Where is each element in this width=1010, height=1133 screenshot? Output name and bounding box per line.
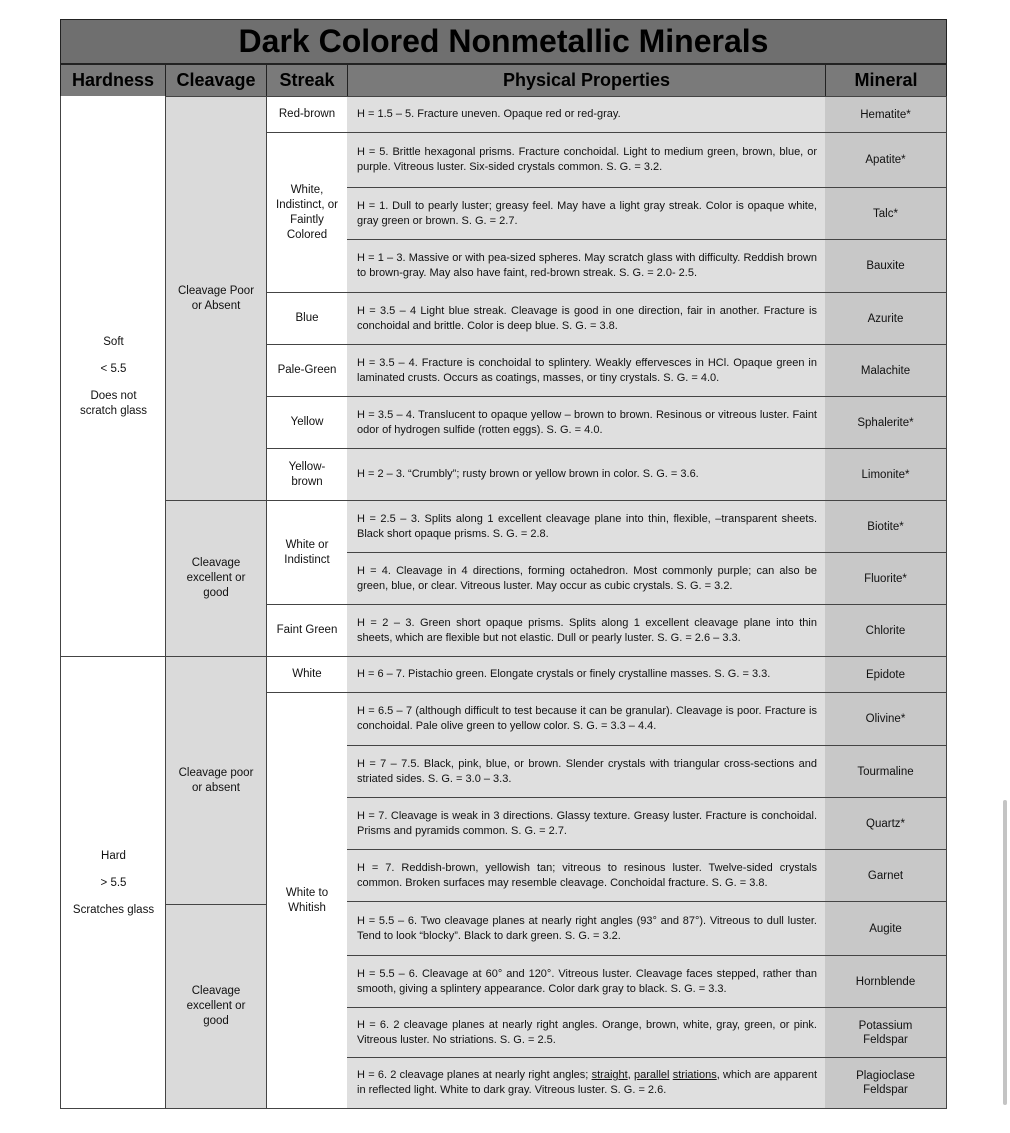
header-mineral: Mineral <box>825 64 947 97</box>
cleavage-label: Cleavage poor or absent <box>178 766 254 794</box>
properties-text: H = 2.5 – 3. Splits along 1 excellent cleavage plane into thin, flexible, –transparent sheets. Black short opaque prisms. S. G. = 2.8. <box>357 512 817 540</box>
mineral-name: Biotite* <box>867 520 904 533</box>
row-properties <box>347 396 826 449</box>
properties-text: H = 6 – 7. Pistachio green. Elongate crystals or finely crystalline masses. S. G. = 3.3. <box>357 668 771 680</box>
hardness-soft <box>60 96 166 657</box>
streak-cell <box>266 292 348 345</box>
row-properties <box>347 448 826 501</box>
properties-text-part: , which are apparent in reflected light. White to dark gray. Vitreous luster. S. G. = 2.6. <box>357 1069 817 1096</box>
streak-label: White or Indistinct <box>284 538 330 566</box>
cleavage-label: Cleavage excellent or good <box>186 985 246 1027</box>
cleavage-group <box>165 96 267 501</box>
row-mineral <box>825 187 947 240</box>
streak-label: Red-brown <box>278 108 336 120</box>
mineral-name: Apatite* <box>865 154 906 166</box>
row-mineral <box>825 955 947 1008</box>
properties-text <box>357 1068 817 1098</box>
streak-cell <box>266 448 348 501</box>
table-title: Dark Colored Nonmetallic Minerals <box>60 19 947 64</box>
streak-cell <box>266 132 348 293</box>
row-mineral <box>825 1007 947 1058</box>
mineral-name: Bauxite <box>866 260 905 272</box>
mineral-name: Azurite <box>867 312 904 325</box>
mineral-name: Talc* <box>873 207 898 220</box>
mineral-name: Limonite* <box>861 468 910 481</box>
header-streak: Streak <box>266 64 348 97</box>
row-properties <box>347 187 826 240</box>
properties-text: H = 3.5 – 4 Light blue streak. Cleavage is good in one direction, fair in another. Fracture is conchoidal and brittle. Color is deep blue. S. G. = 3.8. <box>357 304 817 332</box>
properties-text: H = 5.5 – 6. Cleavage at 60° and 120°. Vitreous luster. Cleavage faces stepped, rather than smooth, giving a splintery appearance. Color dark gray to black. S. G. = 3.3. <box>357 967 817 995</box>
properties-text: H = 6. 2 cleavage planes at nearly right angles. Orange, brown, white, gray, green, or pink. Vitreous luster. No striations. S. G. = 2.5. <box>357 1018 817 1046</box>
streak-cell <box>266 96 348 133</box>
underlined-word: striations <box>672 1069 717 1081</box>
properties-text: H = 1 – 3. Massive or with pea-sized spheres. May scratch glass with difficulty. Reddish brown to brown-gray. May also have faint, red-brown streak. S. G. = 2.0- 2.5. <box>357 252 817 279</box>
mineral-name: Hematite* <box>860 108 911 121</box>
properties-text: H = 5. Brittle hexagonal prisms. Fracture conchoidal. Light to medium green, brown, blue, or purple. Vitreous luster. Six-sided crystals common. S. G. = 3.2. <box>357 146 817 173</box>
row-mineral <box>825 292 947 345</box>
streak-label: Yellow-brown <box>288 460 326 488</box>
streak-cell <box>266 656 348 693</box>
row-mineral <box>825 552 947 605</box>
mineral-name: Augite <box>869 922 902 935</box>
cleavage-group <box>165 656 267 905</box>
mineral-name: Hornblende <box>855 975 916 988</box>
mineral-name: Epidote <box>865 668 905 681</box>
row-properties <box>347 604 826 657</box>
mineral-name: Malachite <box>860 364 911 377</box>
row-properties <box>347 292 826 345</box>
mineral-name: Plagioclase Feldspar <box>856 1070 915 1096</box>
properties-text-part: H = 6. 2 cleavage planes at nearly right angles; <box>357 1069 592 1081</box>
streak-cell <box>266 692 348 1109</box>
hardness-hard-value: > 5.5 <box>100 876 127 889</box>
hardness-hard-label: Hard <box>101 849 126 862</box>
properties-text: H = 6.5 – 7 (although difficult to test because it can be granular). Cleavage is poor. Fracture is conchoidal. Pale olive green to yellow color. S. G. = 3.3 – 4.4. <box>357 705 817 732</box>
row-mineral <box>825 656 947 693</box>
row-mineral <box>825 500 947 553</box>
streak-cell <box>266 344 348 397</box>
cleavage-group <box>165 904 267 1109</box>
hardness-soft-value: < 5.5 <box>100 362 127 375</box>
header-hardness: Hardness <box>60 64 166 97</box>
row-mineral <box>825 396 947 449</box>
row-mineral <box>825 344 947 397</box>
row-properties <box>347 500 826 553</box>
properties-text: H = 7. Cleavage is weak in 3 directions. Glassy texture. Greasy luster. Fracture is conchoidal. Prisms and pyramids common. S. G. = 2.7. <box>357 809 817 837</box>
row-properties <box>347 849 826 902</box>
streak-label: Pale-Green <box>277 364 337 376</box>
row-properties <box>347 1007 826 1058</box>
streak-label: White, Indistinct, or Faintly Colored <box>276 183 338 241</box>
row-mineral <box>825 604 947 657</box>
properties-text: H = 2 – 3. “Crumbly”; rusty brown or yellow brown in color. S. G. = 3.6. <box>357 468 699 480</box>
mineral-name: Olivine* <box>865 713 906 725</box>
hardness-bottom-border <box>60 1108 166 1109</box>
hardness-soft-label: Soft <box>103 335 124 348</box>
properties-text: H = 7. Reddish-brown, yellowish tan; vitreous to resinous luster. Twelve-sided crystals common. Broken surfaces may resemble cleavage. Conchoidal fracture. S. G. = 3.8. <box>357 861 817 889</box>
properties-text: H = 2 – 3. Green short opaque prisms. Splits along 1 excellent cleavage plane into thin sheets, which are flexible but not elastic. Dull or pearly luster. S. G. = 2.6 – 3.3. <box>357 616 817 644</box>
row-properties <box>347 656 826 693</box>
row-mineral <box>825 692 947 746</box>
row-mineral <box>825 239 947 293</box>
row-properties <box>347 901 826 956</box>
vertical-scrollbar[interactable] <box>1003 800 1007 1105</box>
properties-text: H = 5.5 – 6. Two cleavage planes at nearly right angles (93° and 87°). Vitreous to dull luster. Tend to look “blocky”. Black to dark green. S. G. = 3.2. <box>357 914 817 942</box>
streak-label: White <box>292 668 322 680</box>
streak-cell <box>266 604 348 657</box>
mineral-name: Tourmaline <box>857 765 914 778</box>
row-properties <box>347 797 826 850</box>
cleavage-label: Cleavage excellent or good <box>186 557 246 599</box>
row-mineral <box>825 96 947 133</box>
properties-text: H = 3.5 – 4. Translucent to opaque yellow – brown to brown. Resinous or vitreous luster. Faint odor of hydrogen sulfide (rotten eggs). S. G. = 4.0. <box>357 408 817 436</box>
underlined-word: parallel <box>634 1069 670 1081</box>
row-properties <box>347 692 826 746</box>
hardness-hard-note: Scratches glass <box>72 903 155 916</box>
streak-label: Faint Green <box>276 624 338 636</box>
header-cleavage: Cleavage <box>165 64 267 97</box>
row-mineral <box>825 1057 947 1109</box>
row-mineral <box>825 448 947 501</box>
streak-label: Blue <box>295 312 319 324</box>
row-properties <box>347 239 826 293</box>
cleavage-label: Cleavage Poor or Absent <box>177 284 255 312</box>
streak-cell <box>266 396 348 449</box>
mineral-name: Chlorite <box>865 624 906 637</box>
hardness-hard <box>60 657 166 1109</box>
underlined-word: straight <box>591 1069 628 1081</box>
row-mineral <box>825 901 947 956</box>
properties-text: H = 3.5 – 4. Fracture is conchoidal to splintery. Weakly effervesces in HCl. Opaque green in laminated crusts. Occurs as coatings, masses, or tiny crystals. S. G. = 4.0. <box>357 356 817 384</box>
row-properties <box>347 1057 826 1109</box>
row-properties <box>347 96 826 133</box>
row-mineral <box>825 132 947 188</box>
row-properties <box>347 132 826 188</box>
row-properties <box>347 955 826 1008</box>
properties-text: H = 4. Cleavage in 4 directions, forming octahedron. Most commonly purple; can also be green, blue, or clear. Vitreous luster. May occur as cubic crystals. S. G. = 3.2. <box>357 564 817 592</box>
properties-text: H = 1. Dull to pearly luster; greasy feel. May have a light gray streak. Color is opaque white, gray green or brown. S. G. = 2.7. <box>357 199 817 227</box>
mineral-name: Fluorite* <box>864 572 907 585</box>
row-mineral <box>825 849 947 902</box>
row-properties <box>347 745 826 798</box>
separator: , <box>627 1069 634 1081</box>
row-mineral <box>825 797 947 850</box>
row-properties <box>347 344 826 397</box>
streak-cell <box>266 500 348 605</box>
streak-label: Yellow <box>290 416 324 428</box>
mineral-name: Sphalerite* <box>857 416 914 429</box>
mineral-name: Quartz* <box>866 817 905 830</box>
hardness-soft-note: Does not scratch glass <box>79 389 148 417</box>
streak-label: White to Whitish <box>285 886 329 914</box>
cleavage-group <box>165 500 267 657</box>
header-physical-properties: Physical Properties <box>347 64 826 97</box>
properties-text: H = 7 – 7.5. Black, pink, blue, or brown. Slender crystals with triangular cross-sections and striated sides. S. G. = 3.0 – 3.3. <box>357 757 817 785</box>
row-properties <box>347 552 826 605</box>
properties-text: H = 1.5 – 5. Fracture uneven. Opaque red or red-gray. <box>357 108 621 120</box>
row-mineral <box>825 745 947 798</box>
mineral-name: Garnet <box>867 869 904 882</box>
mineral-name: Potassium Feldspar <box>858 1019 913 1046</box>
